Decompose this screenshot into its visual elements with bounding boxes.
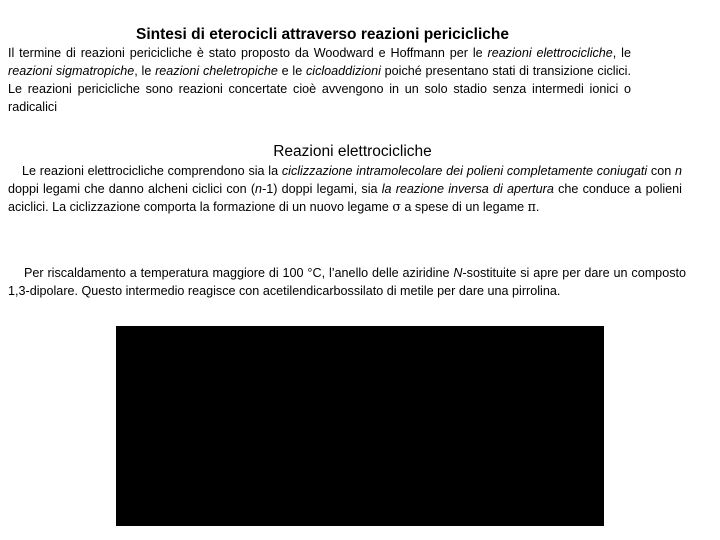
electro-text: con (647, 164, 675, 178)
page-title: Sintesi di eterocicli attraverso reazioni pericicliche (135, 26, 509, 43)
variable-n: n (674, 164, 682, 178)
intro-text: Il termine di reazioni pericicliche è stato proposto da Woodward e Hoffmann per le (8, 46, 488, 60)
electro-text: doppi legami che danno alcheni ciclici con ( (8, 182, 256, 196)
term-electrocyclic: reazioni elettrocicliche (487, 46, 613, 60)
electro-text: a spese di un legame (400, 200, 528, 214)
term-inverse-opening: la reazione inversa di apertura (381, 182, 554, 196)
heating-paragraph (8, 264, 686, 300)
term-intramolecular-cyclization: ciclizzazione intramolecolare dei polieni completamente coniugati (281, 164, 648, 178)
pi-symbol: π (527, 199, 536, 214)
electro-text: -1) doppi legami, sia (262, 182, 382, 196)
term-sigmatropic: reazioni sigmatropiche (8, 64, 135, 78)
reaction-figure-placeholder (116, 326, 604, 526)
intro-text: , le (612, 46, 631, 60)
electrocyclic-paragraph (8, 162, 682, 216)
section-heading: Reazioni elettrocicliche (273, 143, 432, 160)
intro-paragraph (8, 44, 631, 116)
variable-n: n (255, 182, 263, 196)
term-cheletropic: reazioni cheletropiche (155, 64, 278, 78)
intro-text: poiché presentano stati di transizione ciclici. Le reazioni pericicliche sono reazioni concertate cioè avvengono in un solo stadio senza intermedi ionici o radicalici (8, 64, 631, 114)
intro-text: , le (134, 64, 156, 78)
term-cycloaddition: cicloaddizioni (305, 64, 381, 78)
heating-text: Per riscaldamento a temperatura maggiore di 100 °C, l’anello delle aziridine (24, 266, 454, 280)
sigma-symbol: σ (392, 199, 401, 214)
heating-text: -sostituite si apre per dare un composto 1,3-dipolare. Questo intermedio reagisce con acetilendicarbossilato di metile per dare una pirrolina. (8, 266, 686, 298)
electro-text: che conduce a polieni aciclici. La ciclizzazione comporta la formazione di un nuovo legame (8, 182, 682, 214)
electro-text: Le reazioni elettrocicliche comprendono sia la (22, 164, 282, 178)
variable-n-substituted: N (453, 266, 463, 280)
intro-text: e le (277, 64, 306, 78)
electro-text: . (535, 200, 540, 214)
